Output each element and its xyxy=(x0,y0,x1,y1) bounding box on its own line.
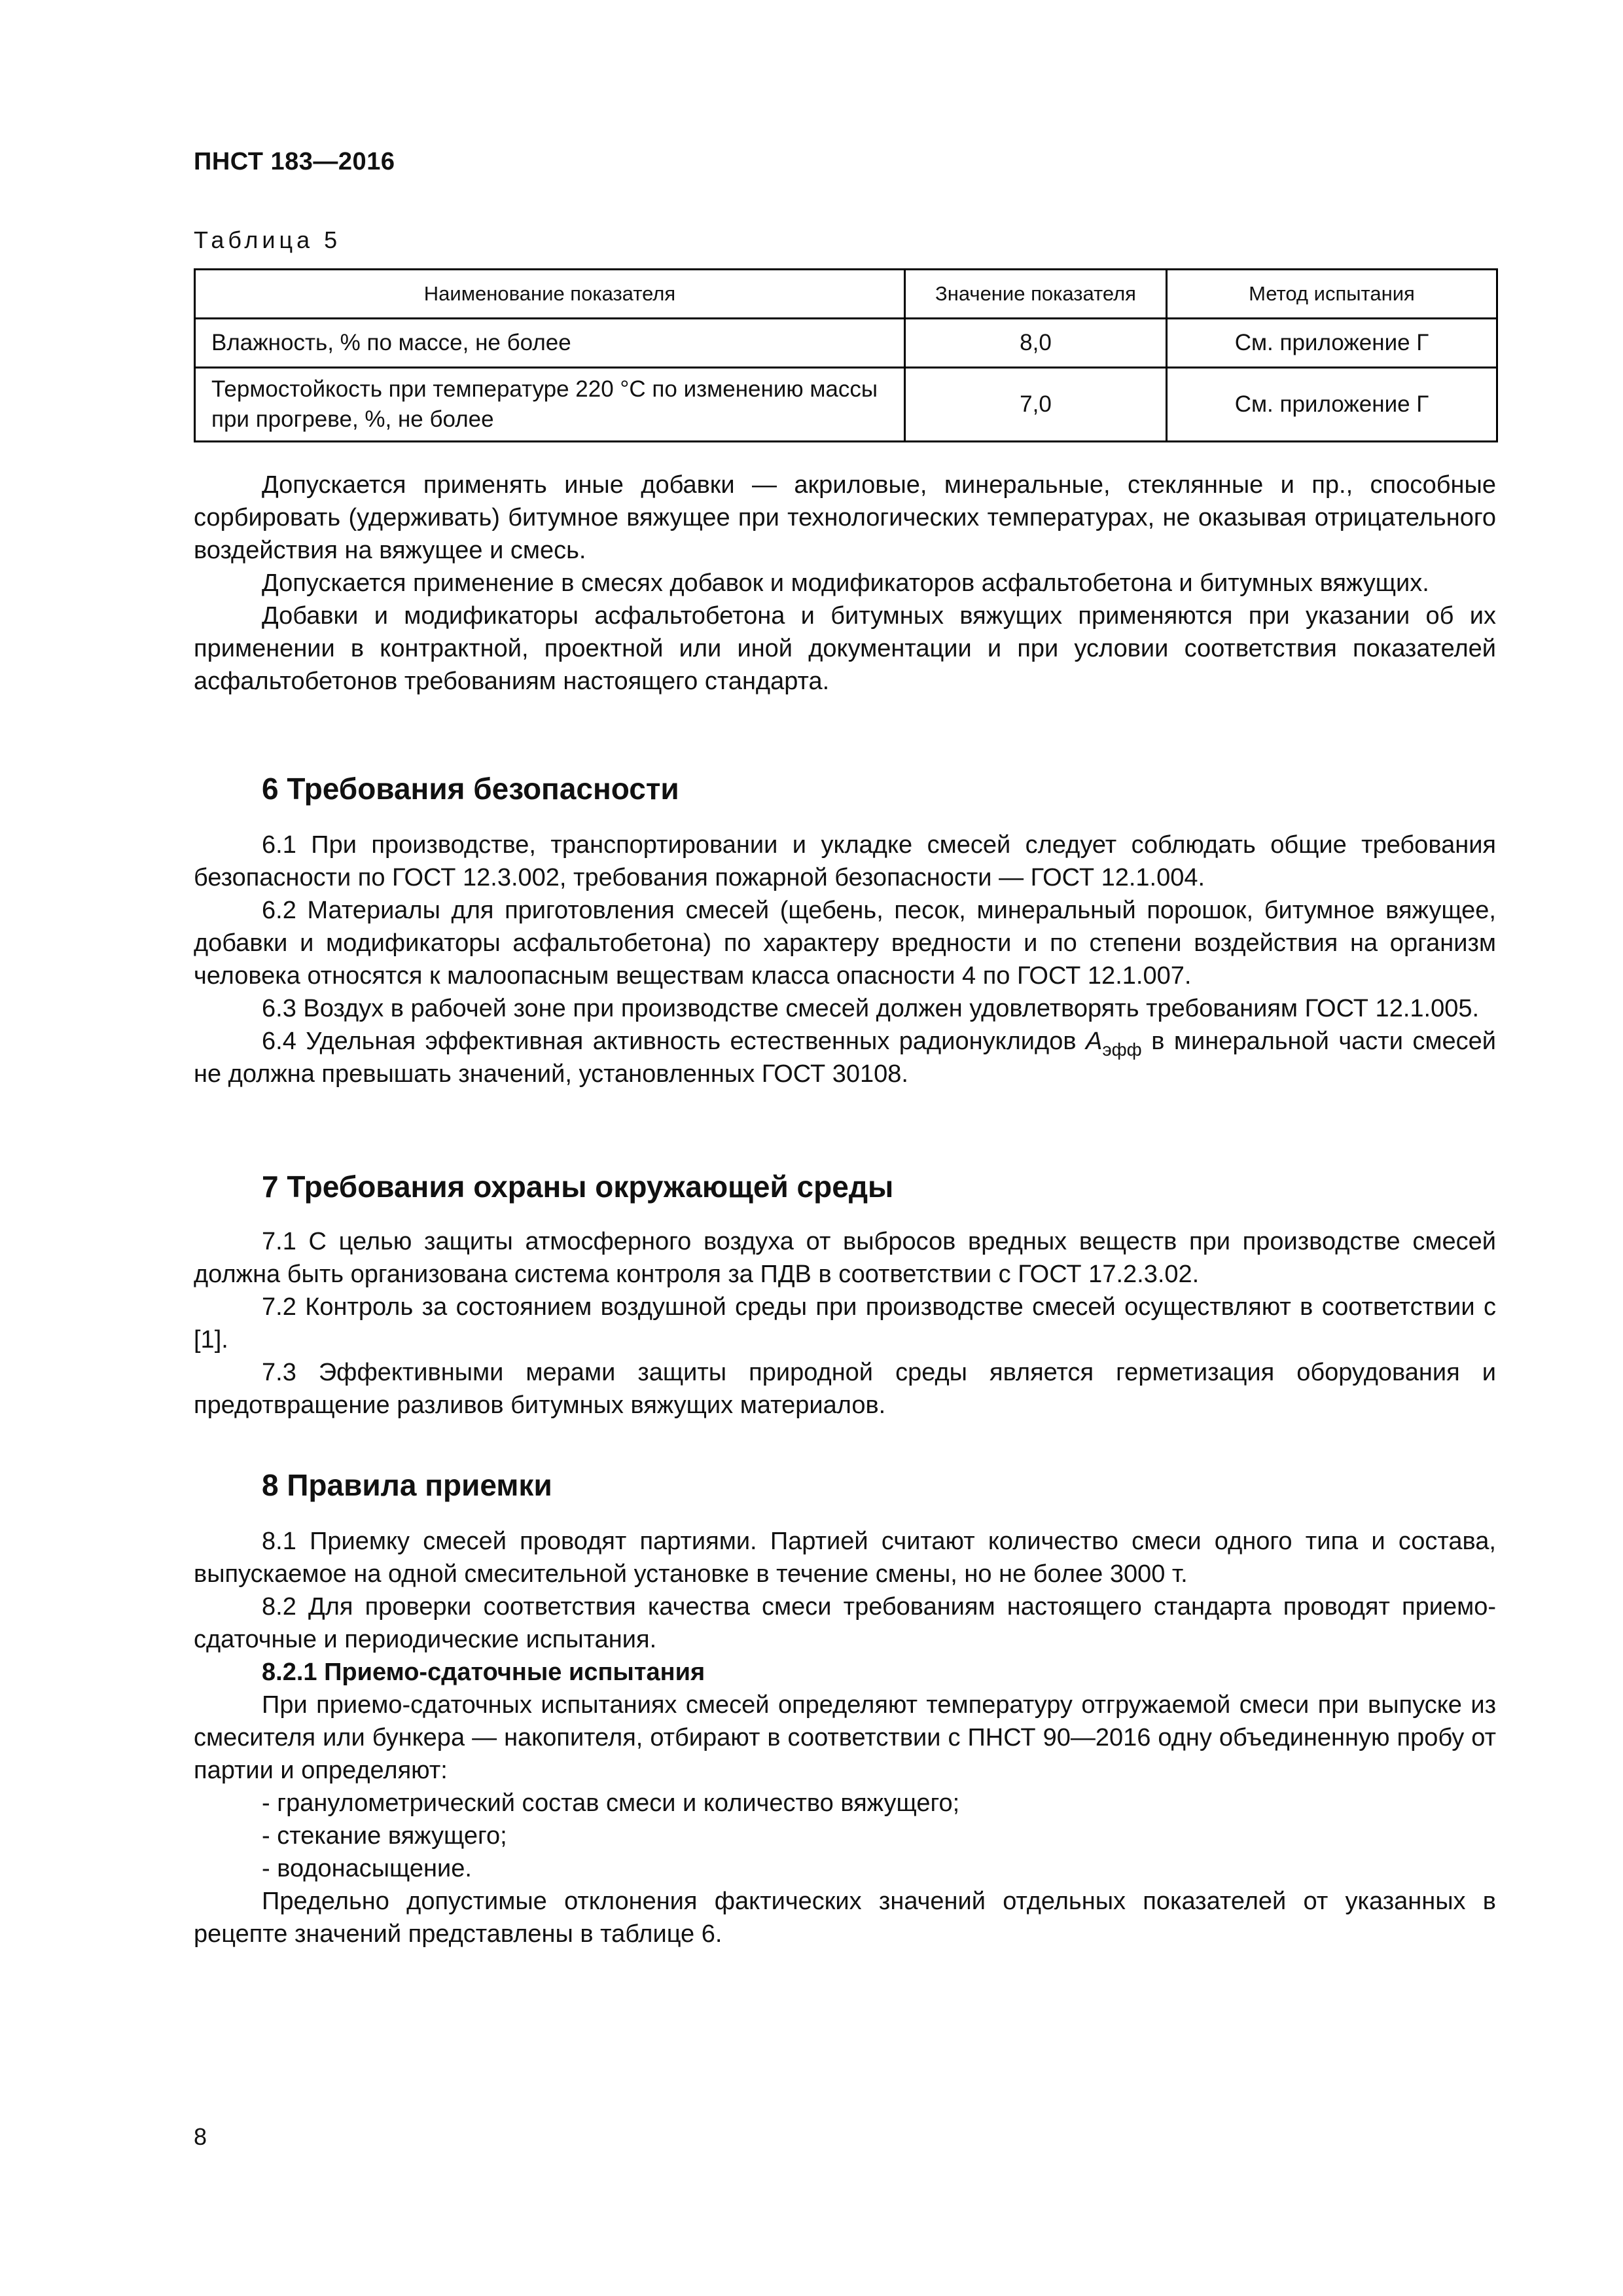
paragraph: 6.2 Материалы для приготовления смесей (щебень, песок, минеральный порошок, битумное вяжущее, добавки и модификаторы асфальтобетона) по характеру вредности и по степени воздействия на организм человека относятся к малоопасным веществам класса опасности 4 по ГОСТ 12.1.007. xyxy=(194,897,1496,990)
paragraph xyxy=(194,1025,1496,1090)
text-span: в минеральной части смесей не должна превышать значений, установленных ГОСТ 30108. xyxy=(194,1028,1497,1088)
section-7-text xyxy=(194,1225,1496,1422)
section-6-text xyxy=(194,829,1496,1090)
list-item: - стекание вяжущего; xyxy=(262,1822,507,1850)
subsection-heading: 8.2.1 Приемо-сдаточные испытания xyxy=(262,1659,705,1686)
table-cell: См. приложение Г xyxy=(1167,368,1497,442)
paragraph: 6.1 При производстве, транспортировании и укладке смесей следует соблюдать общие требования безопасности по ГОСТ 12.3.002, требования пожарной безопасности — ГОСТ 12.1.004. xyxy=(194,831,1496,891)
paragraph: 8.2 Для проверки соответствия качества смеси требованиям настоящего стандарта проводят приемо-сдаточные и периодические испытания. xyxy=(194,1593,1496,1653)
table-cell: 7,0 xyxy=(905,368,1167,442)
symbol-subscript: эфф xyxy=(1102,1039,1142,1060)
document-id: ПНСТ 183—2016 xyxy=(194,148,395,175)
table-row xyxy=(195,368,1497,442)
paragraph: Допускается применение в смесях добавок и модификаторов асфальтобетона и битумных вяжущих. xyxy=(262,569,1429,597)
table-cell: 8,0 xyxy=(905,319,1167,368)
table-cell: Термостойкость при температуре 220 °С по изменению массы при прогреве, %, не более xyxy=(195,368,905,442)
table-caption: Таблица 5 xyxy=(194,226,342,253)
section-heading: 6 Требования безопасности xyxy=(262,772,679,806)
paragraph: 8.1 Приемку смесей проводят партиями. Партией считают количество смеси одного типа и состава, выпускаемое на одной смесительной установке в течение смены, но не более 3000 т. xyxy=(194,1528,1496,1588)
paragraph: Добавки и модификаторы асфальтобетона и битумных вяжущих применяются при указании об их применении в контрактной, проектной или иной документации и при условии соответствия показателей асфальтобетонов требованиям настоящего стандарта. xyxy=(194,602,1496,695)
paragraph: 7.1 С целью защиты атмосферного воздуха от выбросов вредных веществ при производстве смесей должна быть организована система контроля за ПДВ в соответствии с ГОСТ 17.2.3.02. xyxy=(194,1228,1496,1288)
section-8-text xyxy=(194,1525,1496,1950)
table-row xyxy=(195,319,1497,368)
page-number: 8 xyxy=(194,2123,207,2150)
intro-text xyxy=(194,469,1496,698)
table-header-cell: Наименование показателя xyxy=(195,270,905,319)
paragraph: 6.3 Воздух в рабочей зоне при производстве смесей должен удовлетворять требованиям ГОСТ 12.1.005. xyxy=(262,995,1480,1022)
paragraph: 7.3 Эффективными мерами защиты природной среды является герметизация оборудования и предотвращение разливов битумных вяжущих материалов. xyxy=(194,1359,1496,1419)
paragraph: Предельно допустимые отклонения фактических значений отдельных показателей от указанных в рецепте значений представлены в таблице 6. xyxy=(194,1888,1496,1948)
text-span: 6.4 Удельная эффективная активность естественных радионуклидов xyxy=(262,1028,1086,1055)
list-item: - водонасыщение. xyxy=(262,1855,472,1882)
paragraph: Допускается применять иные добавки — акриловые, минеральные, стеклянные и пр., способные сорбировать (удерживать) битумное вяжущее при технологических температурах, не оказывая отрицательного воздействия на вяжущее и смесь. xyxy=(194,471,1496,564)
table-header-cell: Метод испытания xyxy=(1167,270,1497,319)
table-cell: Влажность, % по массе, не более xyxy=(195,319,905,368)
paragraph: 7.2 Контроль за состоянием воздушной среды при производстве смесей осуществляют в соответствии с [1]. xyxy=(194,1293,1496,1354)
indicators-table xyxy=(194,268,1498,442)
section-heading: 7 Требования охраны окружающей среды xyxy=(262,1170,894,1204)
table-header-cell: Значение показателя xyxy=(905,270,1167,319)
symbol-a: A xyxy=(1086,1028,1103,1055)
table-cell: См. приложение Г xyxy=(1167,319,1497,368)
list-item: - гранулометрический состав смеси и количество вяжущего; xyxy=(262,1789,960,1817)
paragraph: При приемо-сдаточных испытаниях смесей определяют температуру отгружаемой смеси при выпуске из смесителя или бункера — накопителя, отбирают в соответствии с ПНСТ 90—2016 одну объединенную пробу от партии и определяют: xyxy=(194,1691,1496,1784)
section-heading: 8 Правила приемки xyxy=(262,1468,552,1502)
table-header-row xyxy=(195,270,1497,319)
